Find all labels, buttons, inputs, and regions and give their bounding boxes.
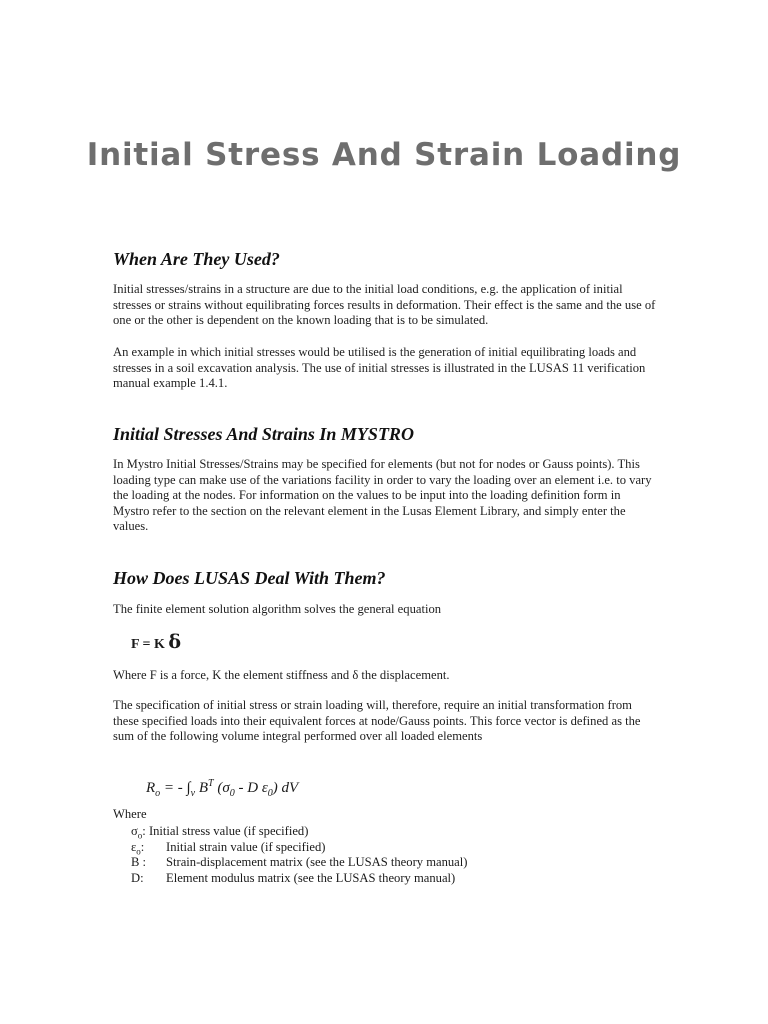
paragraph: [113, 698, 658, 745]
heading-when-used: When Are They Used?: [113, 249, 280, 269]
paragraph: [113, 602, 658, 618]
heading-lusas: How Does LUSAS Deal With Them?: [113, 568, 386, 588]
symbol-sub: o: [137, 830, 143, 841]
definition-symbol: [131, 871, 166, 891]
definition-text: Element modulus matrix (see the LUSAS theory manual): [166, 870, 456, 885]
paragraph: [113, 282, 658, 329]
where-label: Where: [113, 807, 147, 821]
eq-sigma: (σ: [213, 780, 230, 796]
symbol-colon: :: [140, 839, 145, 854]
symbol-colon: :: [139, 855, 147, 870]
paragraph: [113, 457, 658, 535]
equation-f-equals-k-delta: [131, 632, 181, 655]
eq-b: B: [195, 780, 209, 796]
page-title: Initial Stress And Strain Loading: [86, 137, 682, 173]
equation-text: F = K: [131, 637, 169, 652]
paragraph-text: In Mystro Initial Stresses/Strains may be specified for elements (but not for nodes or Gauss points). This loading type can make use of the variations facility in order to vary the loading over an element i.e. to vary the loading at the nodes. For information on the values to be input into the loading definition form in Mystro refer to the section on the relevant element in the Lusas Element Library, and simply enter the values.: [113, 457, 652, 534]
definition-row: [131, 824, 467, 840]
eq-r: R: [146, 780, 156, 796]
definition-text: Initial stress value (if specified): [145, 824, 309, 838]
definition-row: [131, 871, 467, 887]
eq-r-sub: o: [155, 788, 161, 799]
symbol-char: B: [131, 855, 140, 870]
paragraph-text: The specification of initial stress or strain loading will, therefore, require an initial transformation from these specified loads into their equivalent forces at node/Gauss points. This force vector is defined as the sum of the following volume integral performed over all loaded elements: [113, 698, 641, 744]
eq-integral: = - ∫: [160, 780, 191, 796]
paragraph-text: An example in which initial stresses would be utilised is the generation of initial equilibrating loads and stresses in a soil excavation analysis. The use of initial stresses is illustrated in the LUSAS 11 verification manual example 1.4.1.: [113, 345, 646, 391]
heading-mystro: Initial Stresses And Strains In MYSTRO: [113, 424, 414, 444]
definition-row: [131, 840, 467, 856]
eq-sigma-sub: 0: [229, 788, 235, 799]
paragraph: [113, 345, 658, 392]
symbol-char: D: [131, 870, 141, 885]
definition-list: [131, 824, 467, 886]
paragraph-text: The finite element solution algorithm solves the general equation: [113, 602, 442, 616]
definition-text: Initial strain value (if specified): [166, 839, 326, 854]
symbol-colon: :: [142, 824, 146, 838]
eq-integral-sub: v: [190, 788, 196, 799]
paragraph-text: Initial stresses/strains in a structure are due to the initial load conditions, e.g. the application of initial stresses or strains without equilibrating forces results in deformation. Their effect is the same and the use of one or the other is dependent on the known loading that is to be simulated.: [113, 282, 656, 328]
equation-volume-integral: [146, 773, 298, 805]
paragraph-text: Where F is a force, K the element stiffness and δ the displacement.: [113, 668, 450, 682]
definition-text: Strain-displacement matrix (see the LUSAS theory manual): [166, 855, 468, 870]
symbol-char: ε: [131, 839, 137, 854]
symbol-colon: :: [140, 870, 144, 885]
eq-epsilon-sub: 0: [267, 788, 273, 799]
eq-epsilon: - D ε: [234, 780, 268, 796]
paragraph: [113, 668, 658, 684]
symbol-char: σ: [131, 824, 138, 838]
delta-symbol: δ: [168, 631, 182, 653]
definition-row: [131, 855, 467, 871]
symbol-sub: o: [136, 846, 141, 857]
eq-close: ) dV: [272, 780, 299, 796]
eq-b-sup: T: [208, 778, 214, 789]
